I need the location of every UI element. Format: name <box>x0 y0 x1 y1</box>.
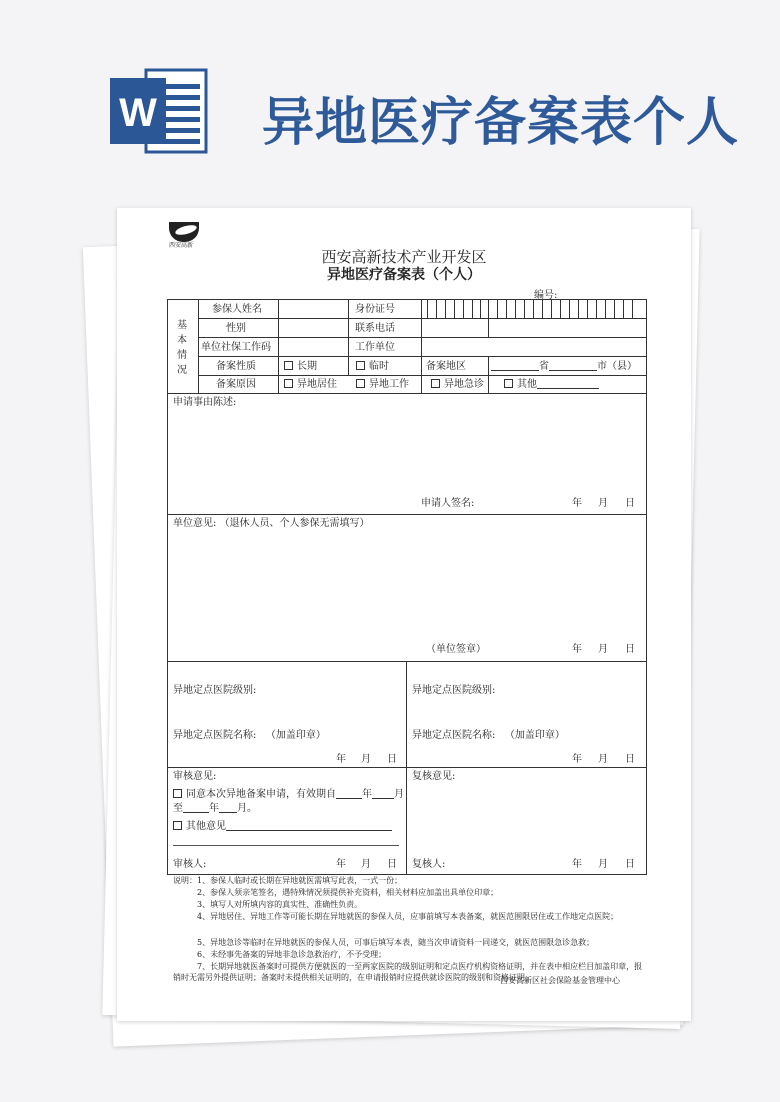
note-item: 1、参保人临时或长期在异地就医需填写此表，一式一份； <box>197 876 403 885</box>
review-agree-to[interactable]: 至 年 月。 <box>173 803 257 814</box>
hospital-day-2: 日 <box>625 754 635 765</box>
document-page <box>117 208 691 1021</box>
review-label: 审核意见: <box>173 771 217 782</box>
review-month: 月 <box>361 859 371 870</box>
hospital-year-1: 年 <box>336 754 346 765</box>
checkbox-residence <box>284 379 293 388</box>
document-title: 异地医疗备案表（个人） <box>327 267 481 283</box>
label-work-unit: 工作单位 <box>355 342 395 353</box>
review-day: 日 <box>387 859 397 870</box>
label-phone: 联系电话 <box>355 323 395 334</box>
unit-opinion-label: 单位意见: （退休人员、个人参保无需填写） <box>173 518 370 529</box>
applicant-signature[interactable]: 申请人签名: <box>421 498 475 509</box>
recheck-month: 月 <box>598 859 608 870</box>
hospital-name-label-1: 异地定点医院名称: （加盖印章） <box>173 730 326 741</box>
unit-month: 月 <box>598 644 608 655</box>
checkbox-work <box>356 379 365 388</box>
checkbox-other <box>504 379 513 388</box>
unit-opinion-note: （退休人员、个人参保无需填写） <box>219 518 370 529</box>
document-org: 西安高新技术产业开发区 <box>321 248 487 266</box>
page-title: 异地医疗备案表个人 <box>262 93 740 153</box>
note-item: 7、长期异地就医备案时可提供方便就医的一至两家医院的级别证明和定点医疗机构资格证明，并在表中相应栏目加盖印章，报销时无需另外提供证明；备案时未提供相关证明的，在申请报销时应提供就诊医院的级别和资格证明。 <box>173 962 643 982</box>
review-other-option[interactable]: 其他意见 <box>173 821 392 833</box>
hospital-month-2: 月 <box>598 754 608 765</box>
option-emergency[interactable]: 异地急诊 <box>431 379 484 391</box>
word-document-icon <box>110 68 208 154</box>
section-char-1: 基 <box>177 320 187 331</box>
checkbox-emergency <box>431 379 440 388</box>
note-item: 4、异地居住、异地工作等可能长期在异地就医的参保人员，应事前填写本表备案，就医范围限居住或工作地定点医院； <box>197 912 619 921</box>
checkbox-long-term <box>284 361 293 370</box>
label-filing-type: 备案性质 <box>216 361 256 372</box>
checkbox-temporary <box>356 361 365 370</box>
review-agree-option[interactable]: 同意本次异地备案申请，有效期自 年 月 <box>173 789 404 801</box>
checkbox-other-opinion <box>173 821 182 830</box>
statement-label: 申请事由陈述: <box>173 397 237 408</box>
hospital-level-label-2: 异地定点医院级别: <box>412 685 496 696</box>
hospital-month-1: 月 <box>361 754 371 765</box>
hospital-name-label-2: 异地定点医院名称: （加盖印章） <box>412 730 565 741</box>
label-gender: 性别 <box>226 323 246 334</box>
footer-org: 西安高新区社会保险基金管理中心 <box>500 976 620 985</box>
word-icon-letter: W <box>119 91 157 135</box>
recheck-label: 复核意见: <box>412 771 456 782</box>
statement-year: 年 <box>572 498 582 509</box>
recheck-day: 日 <box>625 859 635 870</box>
hospital-day-1: 日 <box>387 754 397 765</box>
recheck-year: 年 <box>572 859 582 870</box>
unit-stamp: （单位签章） <box>426 644 486 655</box>
label-filing-area: 备案地区 <box>426 361 466 372</box>
note-item: 5、异地急诊等临时在异地就医的参保人员，可事后填写本表，随当次申请资料一同递交，就医范围限急诊急救； <box>197 938 595 947</box>
recheck-reviewer-label[interactable]: 复核人: <box>412 859 446 870</box>
note-item: 6、未经事先备案的异地非急诊急救治疗，不予受理； <box>197 950 387 959</box>
hospital-year-2: 年 <box>572 754 582 765</box>
notes-title: 说明： <box>173 876 197 885</box>
label-id-number: 身份证号 <box>355 304 395 315</box>
number-label: 编号: <box>534 290 558 301</box>
section-char-4: 况 <box>177 365 187 376</box>
label-insured-name: 参保人姓名 <box>212 304 262 315</box>
statement-day: 日 <box>625 498 635 509</box>
note-item: 2、参保人须亲笔签名，遇特殊情况须提供补充资料，相关材料应加盖出具单位印章； <box>197 888 499 897</box>
option-long-term[interactable]: 长期 <box>284 361 317 373</box>
reviewer-label[interactable]: 审核人: <box>173 859 207 870</box>
hospital-level-label-1: 异地定点医院级别: <box>173 685 257 696</box>
option-residence[interactable]: 异地居住 <box>284 379 337 391</box>
org-logo-text: 西安高新 <box>169 242 194 249</box>
filing-area-field[interactable]: 省 市（县） <box>491 361 637 373</box>
section-char-3: 情 <box>177 350 187 361</box>
unit-year: 年 <box>572 644 582 655</box>
option-work[interactable]: 异地工作 <box>356 379 409 391</box>
checkbox-agree <box>173 789 182 798</box>
label-filing-reason: 备案原因 <box>216 379 256 390</box>
option-temporary[interactable]: 临时 <box>356 361 389 373</box>
review-year: 年 <box>336 859 346 870</box>
filing-form <box>167 299 647 875</box>
unit-day: 日 <box>625 644 635 655</box>
section-char-2: 本 <box>177 335 187 346</box>
statement-month: 月 <box>598 498 608 509</box>
label-unit-code: 单位社保工作码 <box>201 342 271 353</box>
note-item: 3、填写人对所填内容的真实性、准确性负责。 <box>197 900 363 909</box>
option-other[interactable]: 其他 <box>504 379 599 391</box>
